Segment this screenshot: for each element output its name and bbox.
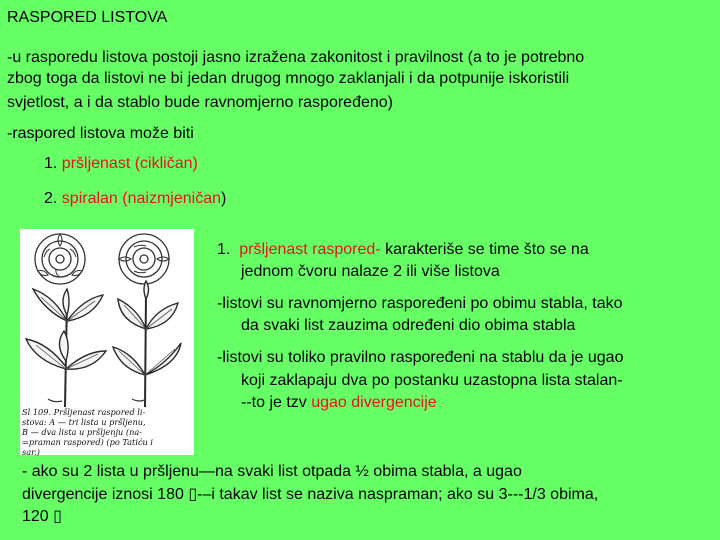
caption-line: sar.) bbox=[22, 447, 40, 457]
caption-line: stova: A — tri lista u pršljenu, bbox=[22, 417, 146, 427]
detail-line: da svaki list zauzima određeni dio obima stabla bbox=[241, 317, 576, 334]
detail-line bbox=[217, 240, 589, 261]
figure-caption bbox=[22, 407, 192, 457]
type-number: 1. bbox=[44, 155, 62, 172]
divergence-term: ugao divergencije bbox=[311, 394, 437, 411]
type-tail: ) bbox=[220, 190, 227, 207]
detail-line bbox=[241, 393, 437, 414]
detail-line: -listovi su ravnomjerno raspoređeni po obimu stabla, tako bbox=[217, 295, 623, 312]
bottom-line: 120 ▯ bbox=[22, 508, 62, 525]
detail-term: pršljenast raspored- bbox=[239, 241, 381, 258]
caption-line: =praman raspored) (po Tatiću i bbox=[22, 437, 154, 447]
diagram-b-rings bbox=[119, 234, 169, 284]
detail-text: --to je tzv bbox=[241, 394, 312, 411]
intro-line: -u rasporedu listova postoji jasno izražena zakonitost i pravilnost (a to je potrebno bbox=[7, 49, 585, 66]
detail-number: 1. bbox=[217, 241, 231, 258]
detail-line: -listovi su toliko pravilno raspoređeni na stablu da je ugao bbox=[217, 349, 624, 366]
type-number: 2. bbox=[44, 190, 62, 207]
type-name: spiralan (naizmjeničan bbox=[61, 190, 221, 207]
bottom-line: divergencije iznosi 180 ▯-–i takav list se naziva naspraman; ako su 3---1/3 obima, bbox=[22, 486, 599, 503]
caption-line: Sl 109. Pršljenast raspored li- bbox=[22, 407, 146, 417]
detail-line: koji zaklapaju dva po postanku uzastopna lista stalan- bbox=[241, 372, 623, 389]
intro-line: svjetlost, a i da stablo bude ravnomjerno raspoređeno) bbox=[7, 94, 393, 111]
slide-title: RASPORED LISTOVA bbox=[7, 9, 168, 26]
whorled-leaf-figure bbox=[20, 229, 194, 455]
types-heading: -raspored listova može biti bbox=[7, 125, 194, 142]
detail-definition: karakteriše se time što se na bbox=[380, 241, 589, 258]
caption-line: B — dva lista u pršljenju (na- bbox=[22, 427, 143, 437]
type-item-2 bbox=[44, 189, 226, 210]
type-item-1 bbox=[44, 154, 198, 175]
type-name: pršljenast (cikličan) bbox=[61, 155, 198, 172]
bottom-line: - ako su 2 lista u pršljenu—na svaki list otpada ½ obima stabla, a ugao bbox=[22, 463, 522, 480]
detail-line: jednom čvoru nalaze 2 ili više listova bbox=[241, 263, 500, 280]
leaf-diagram bbox=[20, 229, 194, 407]
intro-line: zbog toga da listovi ne bi jedan drugog mnogo zaklanjali i da potpunije iskoristili bbox=[7, 70, 570, 87]
